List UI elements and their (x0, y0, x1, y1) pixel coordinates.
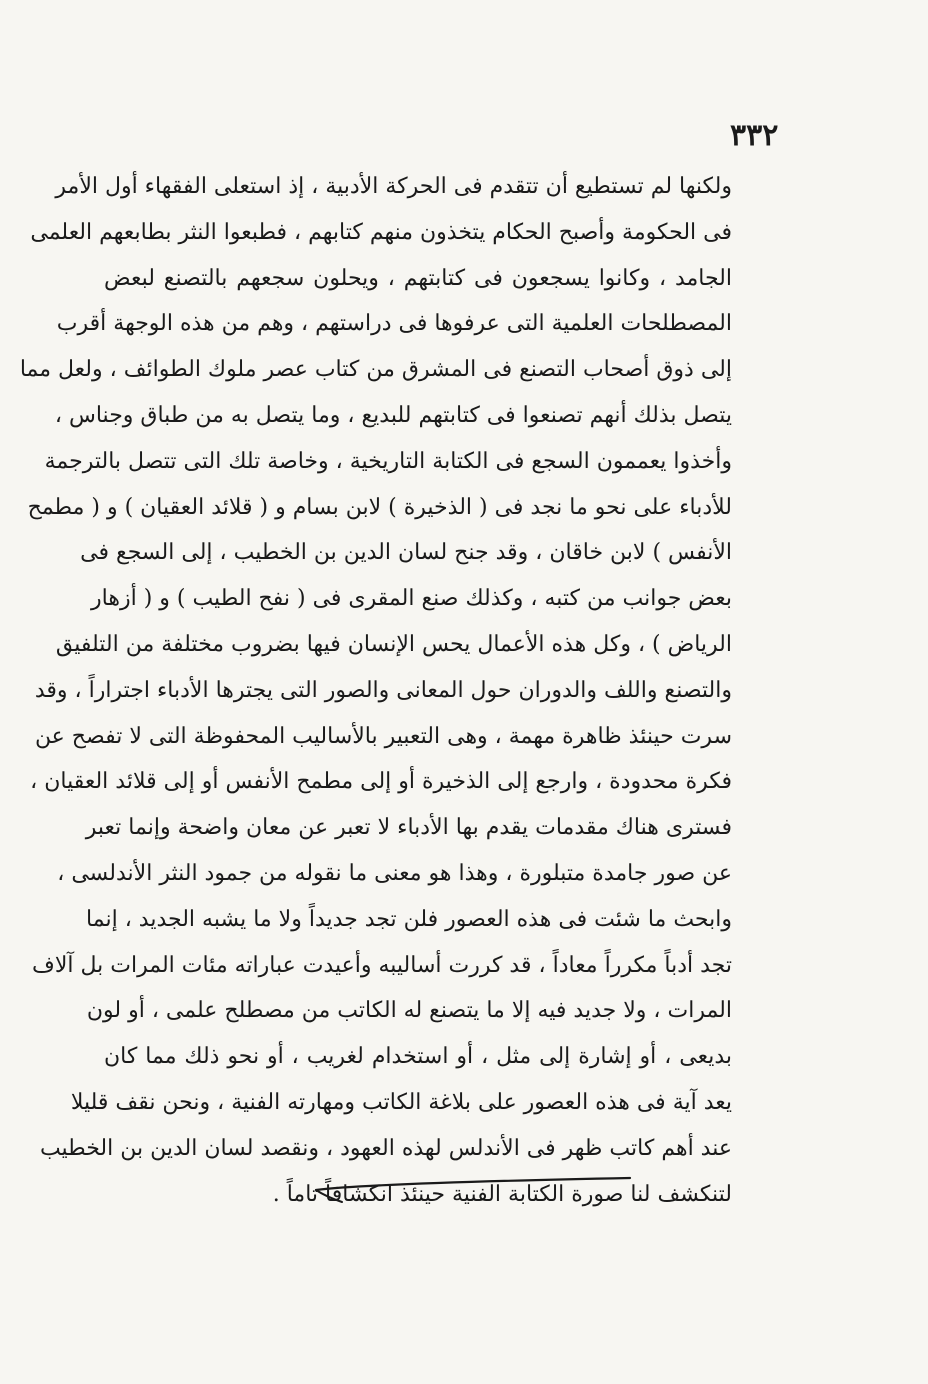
text-line: المرات ، ولا جديد فيه إلا ما يتصنع له الكاتب من مصطلح علمى ، أو لون (86, 998, 732, 1024)
text-line: للأدباء على نحو ما نجد فى ( الذخيرة ) لابن بسام و ( قلائد العقيان ) و ( مطمح (27, 494, 732, 520)
page-number: ٣٣٢ (730, 118, 779, 153)
text-line-last: لتنكشف لنا صورة الكتابة الفنية حينئذ انكشافاً تاماً . (272, 1181, 732, 1207)
text-line: عند أهم كاتب ظهر فى الأندلس لهذه العهود ، ونقصد لسان الدين بن الخطيب (39, 1135, 732, 1161)
text-line: الرياض ) ، وكل هذه الأعمال يحس الإنسان فيها بضروب مختلفة من التلفيق (55, 631, 732, 657)
text-line: يتصل بذلك أنهم تصنعوا فى كتابتهم للبديع ، وما يتصل به من طباق وجناس ، (54, 402, 732, 428)
text-line: فى الحكومة وأصبح الحكام يتخذون منهم كتابهم ، فطبعوا النثر بطابعهم العلمى (30, 219, 732, 245)
text-line: يعد آية فى هذه العصور على بلاغة الكاتب ومهارته الفنية ، ونحن نقف قليلا (70, 1089, 732, 1115)
text-line: والتصنع واللف والدوران حول المعانى والصور التى يجترها الأدباء اجتراراً ، وقد (34, 677, 732, 703)
text-line: بعض جوانب من كتبه ، وكذلك صنع المقرى فى ( نفح الطيب ) و ( أزهار (91, 586, 732, 612)
end-ornament-divider (308, 1168, 638, 1208)
text-line: إلى ذوق أصحاب التصنع فى المشرق من كتاب عصر ملوك الطوائف ، ولعل مما (19, 357, 732, 383)
text-line: الأنفس ) لابن خاقان ، وقد جنح لسان الدين بن الخطيب ، إلى السجع فى (80, 540, 732, 566)
text-line: بديعى ، أو إشارة إلى مثل ، أو استخدام لغريب ، أو نحو ذلك مما كان (104, 1044, 732, 1070)
body-paragraph (19, 164, 732, 1217)
text-line: المصطلحات العلمية التى عرفوها فى دراستهم ، وهم من هذه الوجهة أقرب (56, 311, 732, 337)
text-line: الجامد ، وكانوا يسجعون فى كتابتهم ، ويحلون سجعهم بالتصنع لبعض (104, 265, 732, 291)
text-line: تجد أدباً مكرراً معاداً ، قد كررت أساليبه وأعيدت عباراته مئات المرات بل آلاف (32, 952, 732, 978)
text-line: سرت حينئذ ظاهرة مهمة ، وهى التعبير بالأساليب المحفوظة التى لا تفصح عن (34, 723, 732, 749)
text-line: عن صور جامدة متبلورة ، وهذا هو معنى ما نقوله من جمود النثر الأندلسى ، (57, 860, 732, 886)
text-line: ولكنها لم تستطيع أن تتقدم فى الحركة الأدبية ، إذ استعلى الفقهاء أول الأمر (55, 174, 732, 199)
text-line: وأخذوا يعممون السجع فى الكتابة التاريخية ، وخاصة تلك التى تتصل بالترجمة (44, 448, 732, 474)
text-line: فكرة محدودة ، وارجع إلى الذخيرة أو إلى مطمح الأنفس أو إلى قلائد العقيان ، (30, 769, 732, 795)
text-line: فسترى هناك مقدمات يقدم بها الأدباء لا تعبر عن معان واضحة وإنما تعبر (85, 815, 732, 841)
text-line: وابحث ما شئت فى هذه العصور فلن تجد جديداً ولا ما يشبه الجديد ، إنما (86, 906, 732, 932)
